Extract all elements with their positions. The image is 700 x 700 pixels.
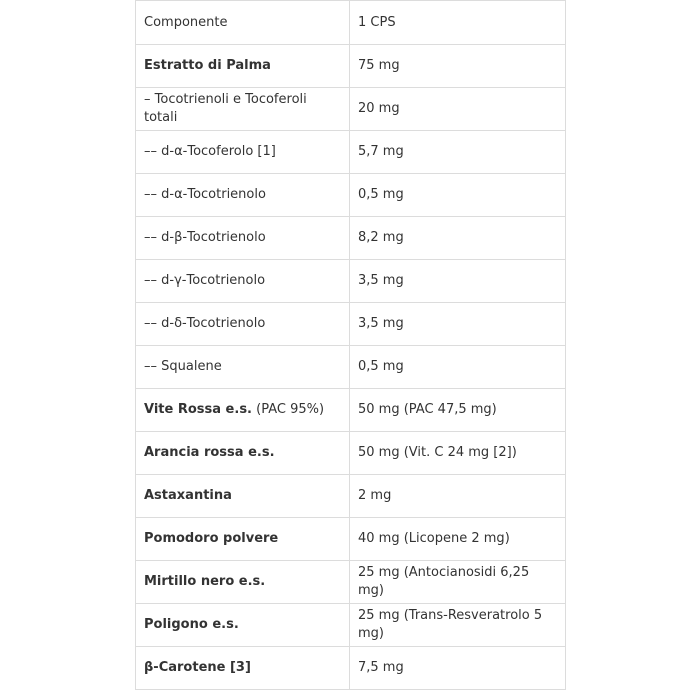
table-row [136, 389, 566, 432]
dose-value: 75 mg [358, 58, 400, 73]
table-row [136, 88, 566, 131]
dose-cell [350, 604, 566, 647]
table-row [136, 260, 566, 303]
ingredient-name-detail: –– d-β-Tocotrienolo [144, 230, 266, 245]
ingredient-cell [136, 561, 350, 604]
ingredient-name-bold: Poligono e.s. [144, 617, 239, 632]
table-row [136, 561, 566, 604]
ingredient-cell [136, 217, 350, 260]
table-row [136, 174, 566, 217]
table-row [136, 604, 566, 647]
ingredient-name-detail: –– d-α-Tocoferolo [1] [144, 144, 276, 159]
table-row [136, 475, 566, 518]
dose-value: 25 mg (Antocianosidi 6,25 mg) [358, 565, 530, 598]
dose-value: 0,5 mg [358, 359, 404, 374]
ingredient-name-detail: –– d-δ-Tocotrienolo [144, 316, 266, 331]
dose-value: 8,2 mg [358, 230, 404, 245]
dose-cell [350, 88, 566, 131]
dose-cell [350, 647, 566, 690]
ingredient-name-bold: Vite Rossa e.s. [144, 402, 252, 417]
ingredient-cell [136, 432, 350, 475]
ingredient-cell [136, 346, 350, 389]
dose-cell [350, 518, 566, 561]
table-header-row [136, 1, 566, 45]
ingredient-cell [136, 45, 350, 88]
dose-cell [350, 303, 566, 346]
dose-value: 3,5 mg [358, 273, 404, 288]
dose-value: 20 mg [358, 101, 400, 116]
header-component-cell [136, 1, 350, 45]
ingredient-cell [136, 174, 350, 217]
dose-cell [350, 131, 566, 174]
header-dose-label: 1 CPS [358, 14, 396, 30]
dose-value: 40 mg (Licopene 2 mg) [358, 531, 510, 546]
ingredient-cell [136, 604, 350, 647]
ingredient-cell [136, 131, 350, 174]
dose-cell [350, 217, 566, 260]
ingredient-name-bold: Pomodoro polvere [144, 531, 279, 546]
dose-cell [350, 346, 566, 389]
dose-value: 5,7 mg [358, 144, 404, 159]
dose-cell [350, 174, 566, 217]
dose-value: 0,5 mg [358, 187, 404, 202]
ingredient-name-detail: (PAC 95%) [252, 402, 325, 417]
dose-value: 3,5 mg [358, 316, 404, 331]
ingredient-cell [136, 475, 350, 518]
table-row [136, 217, 566, 260]
dose-value: 7,5 mg [358, 660, 404, 675]
ingredient-cell [136, 88, 350, 131]
ingredient-cell [136, 647, 350, 690]
ingredient-cell [136, 518, 350, 561]
ingredient-cell [136, 389, 350, 432]
ingredient-cell [136, 260, 350, 303]
dose-cell [350, 561, 566, 604]
dose-cell [350, 260, 566, 303]
table-row [136, 131, 566, 174]
table-row [136, 647, 566, 690]
ingredient-name-detail: –– d-γ-Tocotrienolo [144, 273, 266, 288]
ingredient-name-bold: β-Carotene [3] [144, 660, 251, 675]
dose-value: 2 mg [358, 488, 392, 503]
ingredient-name-detail: – Tocotrienoli e Tocoferoli totali [144, 92, 307, 125]
ingredient-name-bold: Arancia rossa e.s. [144, 445, 275, 460]
table-row [136, 45, 566, 88]
header-dose-cell [350, 1, 566, 45]
dose-value: 50 mg (Vit. C 24 mg [2]) [358, 445, 517, 460]
ingredient-name-bold: Astaxantina [144, 488, 232, 503]
table-row [136, 518, 566, 561]
dose-value: 50 mg (PAC 47,5 mg) [358, 402, 497, 417]
ingredient-name-bold: Mirtillo nero e.s. [144, 574, 266, 589]
ingredient-name-detail: –– Squalene [144, 359, 222, 374]
dose-cell [350, 475, 566, 518]
dose-cell [350, 432, 566, 475]
header-component-label: Componente [144, 14, 228, 30]
ingredient-name-detail: –– d-α-Tocotrienolo [144, 187, 266, 202]
dose-cell [350, 389, 566, 432]
dose-value: 25 mg (Trans-Resveratrolo 5 mg) [358, 608, 543, 641]
table-row [136, 346, 566, 389]
dose-cell [350, 45, 566, 88]
table-row [136, 432, 566, 475]
table-row [136, 303, 566, 346]
ingredient-cell [136, 303, 350, 346]
composition-table [135, 0, 566, 690]
ingredient-name-bold: Estratto di Palma [144, 58, 271, 73]
